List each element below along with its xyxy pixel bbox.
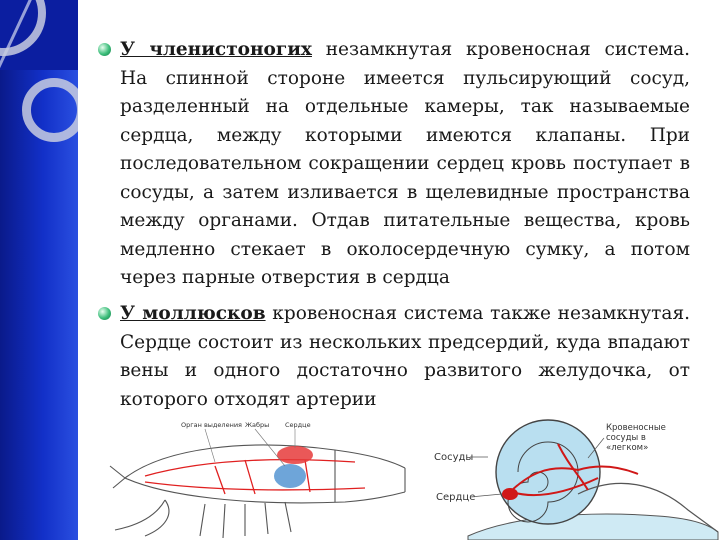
crayfish-heart bbox=[277, 446, 313, 464]
decorative-sidebar bbox=[0, 0, 78, 540]
snail-circulation-figure bbox=[428, 414, 720, 540]
paragraph-molluscs-text: кровеносная система также незамкнутая. Сердце состоит из нескольких предсердий, куда впадают вены и одного достаточно развитого желудочка, от которого отходят артерии bbox=[120, 303, 690, 410]
paragraph-arthropods bbox=[120, 36, 690, 293]
crayfish-gills bbox=[274, 464, 306, 488]
label-vessels: Сосуды bbox=[434, 452, 474, 463]
label-pointer bbox=[205, 429, 215, 462]
keyword-molluscs: У моллюсков bbox=[120, 303, 266, 324]
keyword-arthropods: У членистоногих bbox=[120, 39, 312, 60]
crayfish-outline bbox=[110, 445, 405, 538]
paragraph-molluscs bbox=[120, 300, 690, 414]
snail-shell bbox=[496, 420, 600, 524]
snail-heart bbox=[502, 488, 518, 500]
label-excretory-organ: Орган выделения bbox=[181, 421, 242, 429]
crayfish-circulation-figure bbox=[105, 418, 415, 540]
paragraph-arthropods-text: незамкнутая кровеносная система. На спинной стороне имеется пульсирующий сосуд, разделенный на отдельные камеры, так называемые сердца, между которыми имеются клапаны. При последовательном сокращении сердец кровь поступает в сосуды, а затем изливается в щелевидные пространства между органами. Отдав питательные вещества, кровь медленно стекает в околосердечную сумку, а потом через парные отверстия в сердца bbox=[120, 39, 690, 288]
label-heart-snail: Сердце bbox=[436, 492, 476, 503]
label-gills: Жабры bbox=[245, 421, 270, 429]
label-lung-line2: сосуды в bbox=[606, 433, 646, 443]
label-lung-line3: «легком» bbox=[606, 443, 649, 453]
bullet-icon bbox=[98, 43, 111, 56]
sidebar-ring bbox=[22, 78, 78, 142]
label-heart-crayfish: Сердце bbox=[285, 421, 311, 429]
bullet-icon bbox=[98, 307, 111, 320]
snail-foot bbox=[468, 514, 718, 540]
label-lung-vessels bbox=[606, 423, 669, 453]
crayfish-blood-vessels bbox=[145, 460, 365, 494]
label-lung-line1: Кровеносные bbox=[606, 423, 666, 433]
